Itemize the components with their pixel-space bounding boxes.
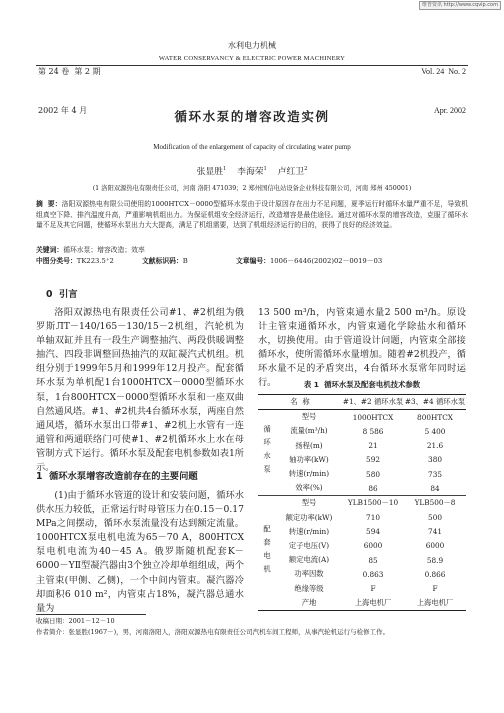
param-value-cell: 380 [428, 455, 442, 465]
param-value-cell: 6000 [425, 541, 445, 551]
author-list [0, 164, 504, 177]
keywords-text: 循环水泵；增容改造；效率 [63, 246, 145, 254]
param-value-cell: 21.6 [426, 441, 444, 451]
affiliation-mark: 2 [304, 166, 308, 172]
param-value-cell: 上海电机厂 [354, 597, 392, 607]
param-name-cell: 效率(%) [295, 483, 323, 493]
article-title: 循环水泵的增容改造实例 [174, 109, 330, 124]
param-value-cell: 0.863 [362, 569, 384, 579]
param-value-cell: 741 [428, 527, 442, 537]
column-header-pump-a: #1、#2 循环水泵 [342, 397, 404, 407]
header-rule [36, 65, 468, 66]
table-body [258, 410, 466, 611]
table-caption: 表 1 循环水泵及配套电机技术参数 [303, 380, 421, 389]
param-name-cell: 额定功率(kW) [285, 512, 333, 522]
bio-text: 张显胜(1967－)，男，河南洛阳人，洛阳双源热电有限责任公司汽机车间工程师，从事汽轮机运行与检修工作。 [68, 628, 390, 636]
problems-paragraph: (1)由于循环水管道的设计和安装问题，循环水供水压力较低，正常运行时母管压力在0.15－0.17 MPa之间摆动，循环水泵流量没有达到额定流量。1000HTCX泵电机电流为65－70 A，800HTCX泵电机电流为40－45 A。俄罗斯随机配套K－6000－YⅡ型凝汽器由3个独立冷却单组组成，两个主管束(甲侧、乙侧)，一个中间内管束。凝汽器冷却面积6 010 m²，内管束占18%，凝汽器总通水量为 [36, 490, 244, 614]
param-name-cell: 轴功率(kW) [289, 454, 329, 464]
table-group-cell [258, 496, 276, 611]
param-name-cell: 绝缘等级 [294, 583, 324, 593]
keywords [36, 245, 468, 255]
param-value-cell: 21 [368, 441, 378, 451]
table-row [258, 581, 466, 595]
doc-code-label: 文献标识码： [142, 257, 183, 265]
article-no-label: 文章编号： [236, 257, 270, 265]
journal-name-en: WATER CONSERVANCY & ELECTRIC POWER MACHINERY [158, 55, 346, 62]
document-code [142, 256, 188, 266]
volume-en: Vol. 24 No. 2 [421, 67, 466, 76]
param-name-cell: 型号 [301, 412, 317, 422]
header-right [421, 39, 466, 143]
author-bio [36, 628, 468, 637]
param-value-cell: 500 [428, 513, 442, 523]
clc-number [36, 256, 114, 266]
abstract-text: 洛阳双源热电有限公司使用的1000HTCX－0000型循环水泵由于设计原因存在出力不足问题，夏季运行时循环水量严重不足，导致机组真空下降、排汽温度升高，严重影响机组出力。为保证机组安全经济运行，改造增容是最佳途径。通过对循环水泵的增容改造，克服了循环水量不足及其它问题，使循环水泵出力大大提高，满足了机组需要，达到了机组经济运行的目的，获得了良好的经济效益。 [36, 200, 469, 229]
param-value-cell: 58.9 [426, 555, 444, 565]
param-value-cell: 710 [366, 513, 380, 523]
param-name-cell: 扬程(m) [295, 440, 323, 450]
author [237, 167, 267, 177]
param-name-cell: 流量(m³/h) [290, 426, 328, 436]
param-value-cell: 上海电机厂 [416, 597, 454, 607]
param-name-cell: 功率因数 [294, 569, 324, 579]
param-value-cell: 735 [428, 469, 442, 479]
table-row [258, 567, 466, 581]
section-heading-intro: 0 引言 [46, 289, 78, 300]
param-value-cell: 592 [366, 455, 380, 465]
author [197, 167, 227, 177]
param-value-cell: 6000 [363, 541, 383, 551]
table-row [258, 439, 466, 453]
affiliation-mark: 1 [223, 166, 227, 172]
param-value-cell: 8 586 [362, 426, 384, 436]
volume-issue: 第 24 卷 第 2 期 [38, 67, 101, 76]
param-name-cell: 型号 [301, 498, 317, 508]
param-value-cell: 1000HTCX [352, 412, 394, 422]
abstract-label: 摘 要： [36, 200, 62, 208]
param-value-cell: F [432, 584, 438, 594]
table-group-label: 配套电机 [263, 525, 272, 579]
table-row [258, 596, 466, 611]
table-row [258, 467, 466, 481]
received-date [36, 617, 468, 626]
table-row [258, 539, 466, 553]
header-center [100, 39, 404, 65]
param-value-cell: 580 [366, 469, 380, 479]
param-name-cell: 转速(r/min) [288, 526, 330, 536]
table-row [258, 525, 466, 539]
doc-code-value: B [182, 257, 188, 265]
footnote-rule [36, 614, 146, 615]
journal-name: 水利电力机械 [228, 41, 276, 50]
table-row [258, 496, 466, 511]
author [278, 167, 308, 177]
problems-paragraph-continued: 13 500 m³/h，内管束通水量2 500 m³/h。原设计主管束通循环水，内管束通化学除盐水和循环水，切换使用。由于管道设计问题，内管束全部接循环水，使所需循环水量增加。随着#2机投产，循环水量不足的矛盾突出，4台循环水泵常年同时运行。 [258, 307, 466, 389]
param-value-cell: 594 [366, 527, 380, 537]
classification-line [36, 256, 468, 266]
column-header-pump-b: #3、#4 循环水泵 [404, 397, 466, 407]
param-value-cell: YLB1500－10 [347, 498, 399, 508]
header-left [38, 39, 101, 143]
article-number [236, 256, 382, 266]
author-name: 张显胜 [196, 167, 224, 177]
param-value-cell: 0.866 [424, 569, 446, 579]
keywords-label: 关键词： [36, 246, 64, 254]
author-name: 李海荣 [237, 167, 264, 177]
received-value: 2001－12－10 [68, 617, 115, 625]
param-name-cell: 定子电压(V) [288, 540, 330, 550]
param-value-cell: 85 [368, 555, 378, 565]
table-row [258, 453, 466, 467]
parameter-table [258, 394, 466, 611]
abstract [36, 199, 468, 231]
column-header-name: 名 称 [290, 397, 310, 407]
table-header-row [258, 395, 466, 410]
table-row [258, 481, 466, 496]
table-group-cell [258, 410, 276, 496]
param-value-cell: F [370, 584, 376, 594]
table-row [258, 424, 466, 438]
affiliation-mark: 1 [263, 166, 267, 172]
article-title-en: Modification of the enlargement of capacity of circulating water pump [153, 143, 351, 151]
table-row [258, 410, 466, 425]
article-no-value: 1006－6446(2002)02－0019－03 [269, 257, 383, 265]
param-name-cell: 转速(r/min) [288, 469, 330, 479]
param-name-cell: 产地 [301, 597, 317, 607]
clc-label: 中图分类号： [36, 257, 77, 265]
author-name: 卢红卫 [277, 167, 305, 177]
param-value-cell: 5 400 [424, 426, 446, 436]
table-row [258, 553, 466, 567]
watermark-box: 维普资讯 http://www.cqvip.com [419, 1, 501, 10]
issue-date-en: Apr. 2002 [434, 106, 466, 115]
param-name-cell: 额定电流(A) [288, 555, 330, 565]
clc-value: TK223.5⁺2 [76, 257, 114, 265]
param-value-cell: YLB500－8 [414, 498, 456, 508]
param-value-cell: 86 [368, 483, 378, 493]
intro-paragraph: 洛阳双源热电有限责任公司#1、#2机组为俄罗斯ЛТ－140/165－130/15－2机组，汽轮机为单轴双缸并且有一段生产调整抽汽、两段供暖调整抽汽、四段非调整回热抽汽的双缸凝汽式机组。机组分别于1999年5月和1999年12月投产。配套循环水泵为单机配1台1000HTCX－0000型循环水泵，1台800HTCX－0000型循环水泵和一座双曲自然通风塔。#1、#2机共4台循环水泵，两座自然通风塔，循环水泵出口带#1、#2机上水管有一连通管和两通联络门可使#1、#2机循环水上水在母管制方式下运行。循环水泵及配套电机参数如表1所示。 [36, 307, 244, 474]
param-value-cell: 84 [430, 483, 440, 493]
table-row [258, 511, 466, 525]
bio-label: 作者简介： [36, 628, 69, 636]
issue-date: 2002 年 4 月 [38, 106, 88, 115]
received-label: 收稿日期： [36, 617, 69, 625]
affiliation: (1 洛阳双源热电有限责任公司，河南 洛阳 471039；2 郑州国信电站设备企业科技有限公司，河南 郑州 450001) [92, 185, 412, 192]
param-value-cell: 800HTCX [417, 412, 453, 422]
table-group-label: 循环水泵 [263, 425, 272, 479]
section-heading-problems: 1 循环水泵增容改造前存在的主要问题 [36, 471, 198, 482]
